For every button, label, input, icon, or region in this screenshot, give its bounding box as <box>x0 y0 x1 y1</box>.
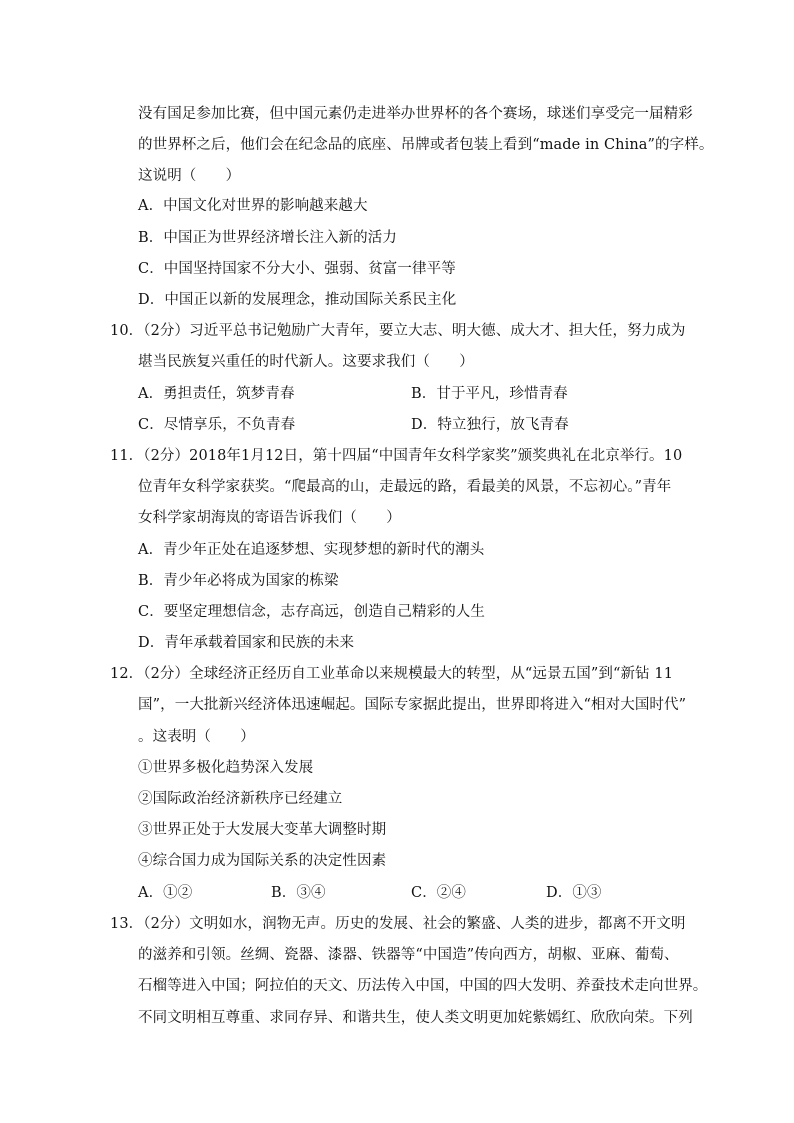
q12-line-1: 12．（2分）全球经济正经历自工业革命以来规模最大的转型，从“远景五国”到“新钻 11 <box>110 666 674 682</box>
q10-line-2: 堪当民族复兴重任的时代新人。这要求我们（ ） <box>138 354 474 370</box>
q11-option-c[interactable]: C．要坚定理想信念，志存高远，创造自己精彩的人生 <box>138 604 485 620</box>
q9-option-c[interactable]: C．中国坚持国家不分大小、强弱、贫富一律平等 <box>138 261 456 277</box>
q9-option-a[interactable]: A．中国文化对世界的影响越来越大 <box>138 198 368 214</box>
q12-statement-1: ①世界多极化趋势深入发展 <box>138 760 314 776</box>
q9-option-b[interactable]: B．中国正为世界经济增长注入新的活力 <box>138 230 397 246</box>
q12-line-2: 国”，一大批新兴经济体迅速崛起。国际专家据此提出，世界即将进入“相对大国时代” <box>138 697 687 713</box>
q13-line-4: 不同文明相互尊重、求同存异、和谐共生，使人类文明更加姹紫嫣红、欣欣向荣。下列 <box>138 1010 693 1026</box>
q12-option-a[interactable]: A．①② <box>138 885 193 901</box>
q11-option-a[interactable]: A．青少年正处在追逐梦想、实现梦想的新时代的潮头 <box>138 542 485 558</box>
q12-option-d[interactable]: D．①③ <box>546 885 602 901</box>
q13-line-3: 石榴等进入中国；阿拉伯的天文、历法传入中国，中国的四大发明、养蚕技术走向世界。 <box>138 978 708 994</box>
q10-option-c[interactable]: C．尽情享乐，不负青春 <box>138 417 296 433</box>
q9-line-1: 没有国足参加比赛，但中国元素仍走进举办世界杯的各个赛场，球迷们享受完一届精彩 <box>138 106 693 122</box>
q10-option-a[interactable]: A．勇担责任，筑梦青春 <box>138 386 295 402</box>
q9-line-2: 的世界杯之后，他们会在纪念品的底座、吊牌或者包装上看到“made in China”的字样。 <box>138 137 714 153</box>
q12-option-c[interactable]: C．②④ <box>411 885 466 901</box>
q9-line-3: 这说明（ ） <box>138 168 241 184</box>
q12-statement-3: ③世界正处于大发展大变革大调整时期 <box>138 822 387 838</box>
q13-line-2: 的滋养和引领。丝绸、瓷器、漆器、铁器等“中国造”传向西方，胡椒、亚麻、葡萄、 <box>138 947 679 963</box>
q11-line-1: 11．（2分）2018年1月12日，第十四届“中国青年女科学家奖”颁奖典礼在北京举行。10 <box>110 448 683 464</box>
q12-statement-2: ②国际政治经济新秩序已经建立 <box>138 791 343 807</box>
q11-option-b[interactable]: B．青少年必将成为国家的栋梁 <box>138 573 339 589</box>
q12-statement-4: ④综合国力成为国际关系的决定性因素 <box>138 853 387 869</box>
q12-line-3: 。这表明（ ） <box>138 729 255 745</box>
q10-line-1: 10．（2分）习近平总书记勉励广大青年，要立大志、明大德、成大才、担大任，努力成为 <box>110 323 686 339</box>
q12-option-b[interactable]: B．③④ <box>271 885 326 901</box>
q10-option-b[interactable]: B．甘于平凡，珍惜青春 <box>411 386 568 402</box>
q13-line-1: 13．（2分）文明如水，润物无声。历史的发展、社会的繁盛、人类的进步，都离不开文明 <box>110 916 686 932</box>
q10-option-d[interactable]: D．特立独行，放飞青春 <box>411 417 569 433</box>
q11-option-d[interactable]: D．青年承载着国家和民族的未来 <box>138 635 355 651</box>
q9-option-d[interactable]: D．中国正以新的发展理念，推动国际关系民主化 <box>138 292 457 308</box>
q11-line-3: 女科学家胡海岚的寄语告诉我们（ ） <box>138 510 401 526</box>
q11-line-2: 位青年女科学家获奖。“爬最高的山，走最远的路，看最美的风景，不忘初心。”青年 <box>138 479 672 495</box>
